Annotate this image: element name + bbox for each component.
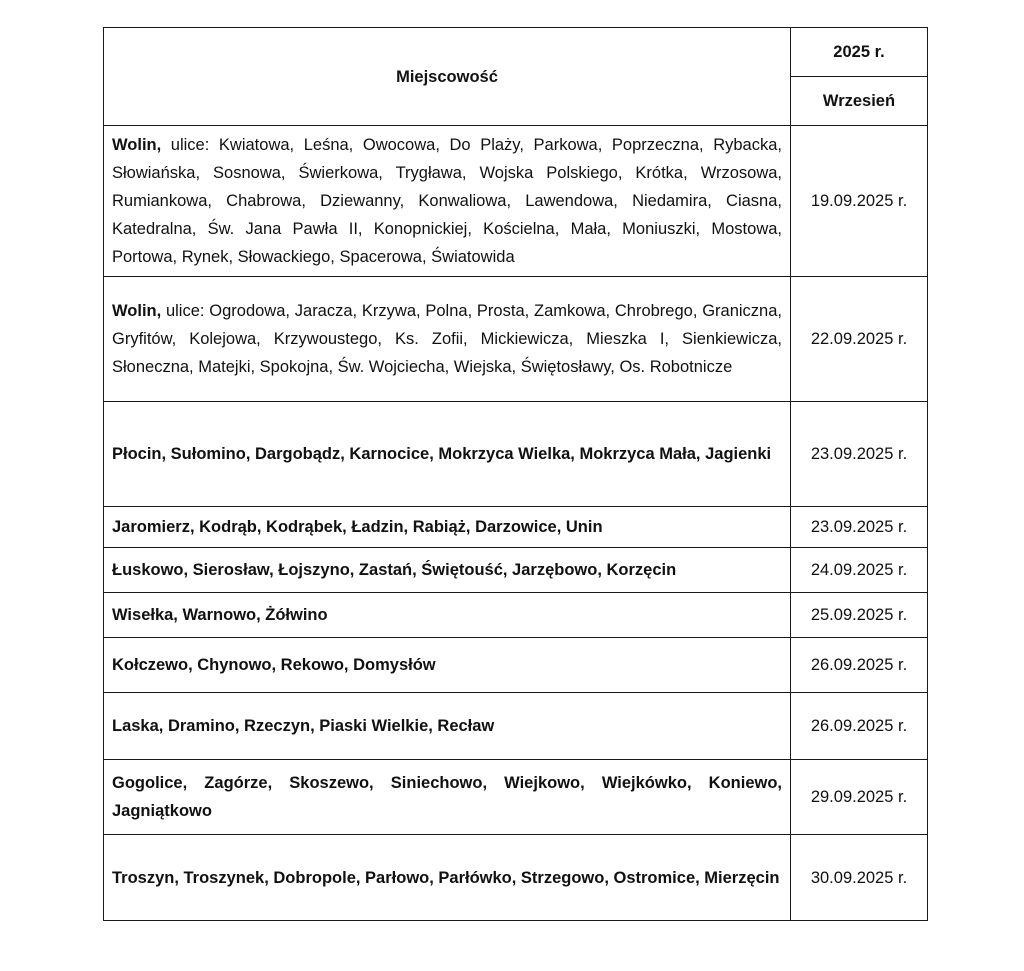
places-cell: Łuskowo, Sierosław, Łojszyno, Zastań, Świętouść, Jarzębowo, Korzęcin bbox=[104, 548, 791, 593]
places-cell: Płocin, Sułomino, Dargobądz, Karnocice, Mokrzyca Wielka, Mokrzyca Mała, Jagienki bbox=[104, 402, 791, 507]
date-cell: 26.09.2025 r. bbox=[791, 693, 928, 760]
table-row bbox=[104, 507, 928, 548]
places-cell bbox=[104, 126, 791, 277]
table-row bbox=[104, 693, 928, 760]
places-cell: Wisełka, Warnowo, Żółwino bbox=[104, 593, 791, 638]
places-cell: Gogolice, Zagórze, Skoszewo, Siniechowo, Wiejkowo, Wiejkówko, Koniewo, Jagniątkowo bbox=[104, 760, 791, 835]
header-month: Wrzesień bbox=[791, 77, 928, 126]
collection-schedule-table bbox=[103, 27, 928, 921]
streets-list: ulice: Kwiatowa, Leśna, Owocowa, Do Plaży, Parkowa, Poprzeczna, Rybacka, Słowiańska, Sosnowa, Świerkowa, Trygława, Wojska Polskiego, Krótka, Wrzosowa, Rumiankowa, Chabrowa, Dziewanny, Konwaliowa, Lawendowa, Niedamira, Ciasna, Katedralna, Św. Jana Pawła II, Konopnickiej, Kościelna, Mała, Moniuszki, Mostowa, Portowa, Rynek, Słowackiego, Spacerowa, Światowida bbox=[112, 136, 782, 266]
table-row bbox=[104, 760, 928, 835]
places-cell: Troszyn, Troszynek, Dobropole, Parłowo, Parłówko, Strzegowo, Ostromice, Mierzęcin bbox=[104, 835, 791, 921]
town-name: Wolin, bbox=[112, 302, 162, 320]
header-year: 2025 r. bbox=[791, 28, 928, 77]
places-cell bbox=[104, 277, 791, 402]
header-place: Miejscowość bbox=[104, 28, 791, 126]
date-cell: 22.09.2025 r. bbox=[791, 277, 928, 402]
places-cell: Kołczewo, Chynowo, Rekowo, Domysłów bbox=[104, 638, 791, 693]
header-row-top bbox=[104, 28, 928, 77]
table-row bbox=[104, 638, 928, 693]
table-row bbox=[104, 835, 928, 921]
town-name: Wolin, bbox=[112, 136, 162, 154]
date-cell: 24.09.2025 r. bbox=[791, 548, 928, 593]
date-cell: 26.09.2025 r. bbox=[791, 638, 928, 693]
places-cell: Laska, Dramino, Rzeczyn, Piaski Wielkie, Recław bbox=[104, 693, 791, 760]
table-row bbox=[104, 402, 928, 507]
date-cell: 23.09.2025 r. bbox=[791, 402, 928, 507]
date-cell: 30.09.2025 r. bbox=[791, 835, 928, 921]
date-cell: 29.09.2025 r. bbox=[791, 760, 928, 835]
date-cell: 23.09.2025 r. bbox=[791, 507, 928, 548]
places-cell: Jaromierz, Kodrąb, Kodrąbek, Ładzin, Rabiąż, Darzowice, Unin bbox=[104, 507, 791, 548]
table-row bbox=[104, 593, 928, 638]
table-row bbox=[104, 126, 928, 277]
table-row bbox=[104, 548, 928, 593]
streets-list: ulice: Ogrodowa, Jaracza, Krzywa, Polna, Prosta, Zamkowa, Chrobrego, Graniczna, Gryfitów, Kolejowa, Krzywoustego, Ks. Zofii, Mickiewicza, Mieszka I, Sienkiewicza, Słoneczna, Matejki, Spokojna, Św. Wojciecha, Wiejska, Świętosławy, Os. Robotnicze bbox=[112, 302, 782, 376]
date-cell: 19.09.2025 r. bbox=[791, 126, 928, 277]
table-row bbox=[104, 277, 928, 402]
date-cell: 25.09.2025 r. bbox=[791, 593, 928, 638]
